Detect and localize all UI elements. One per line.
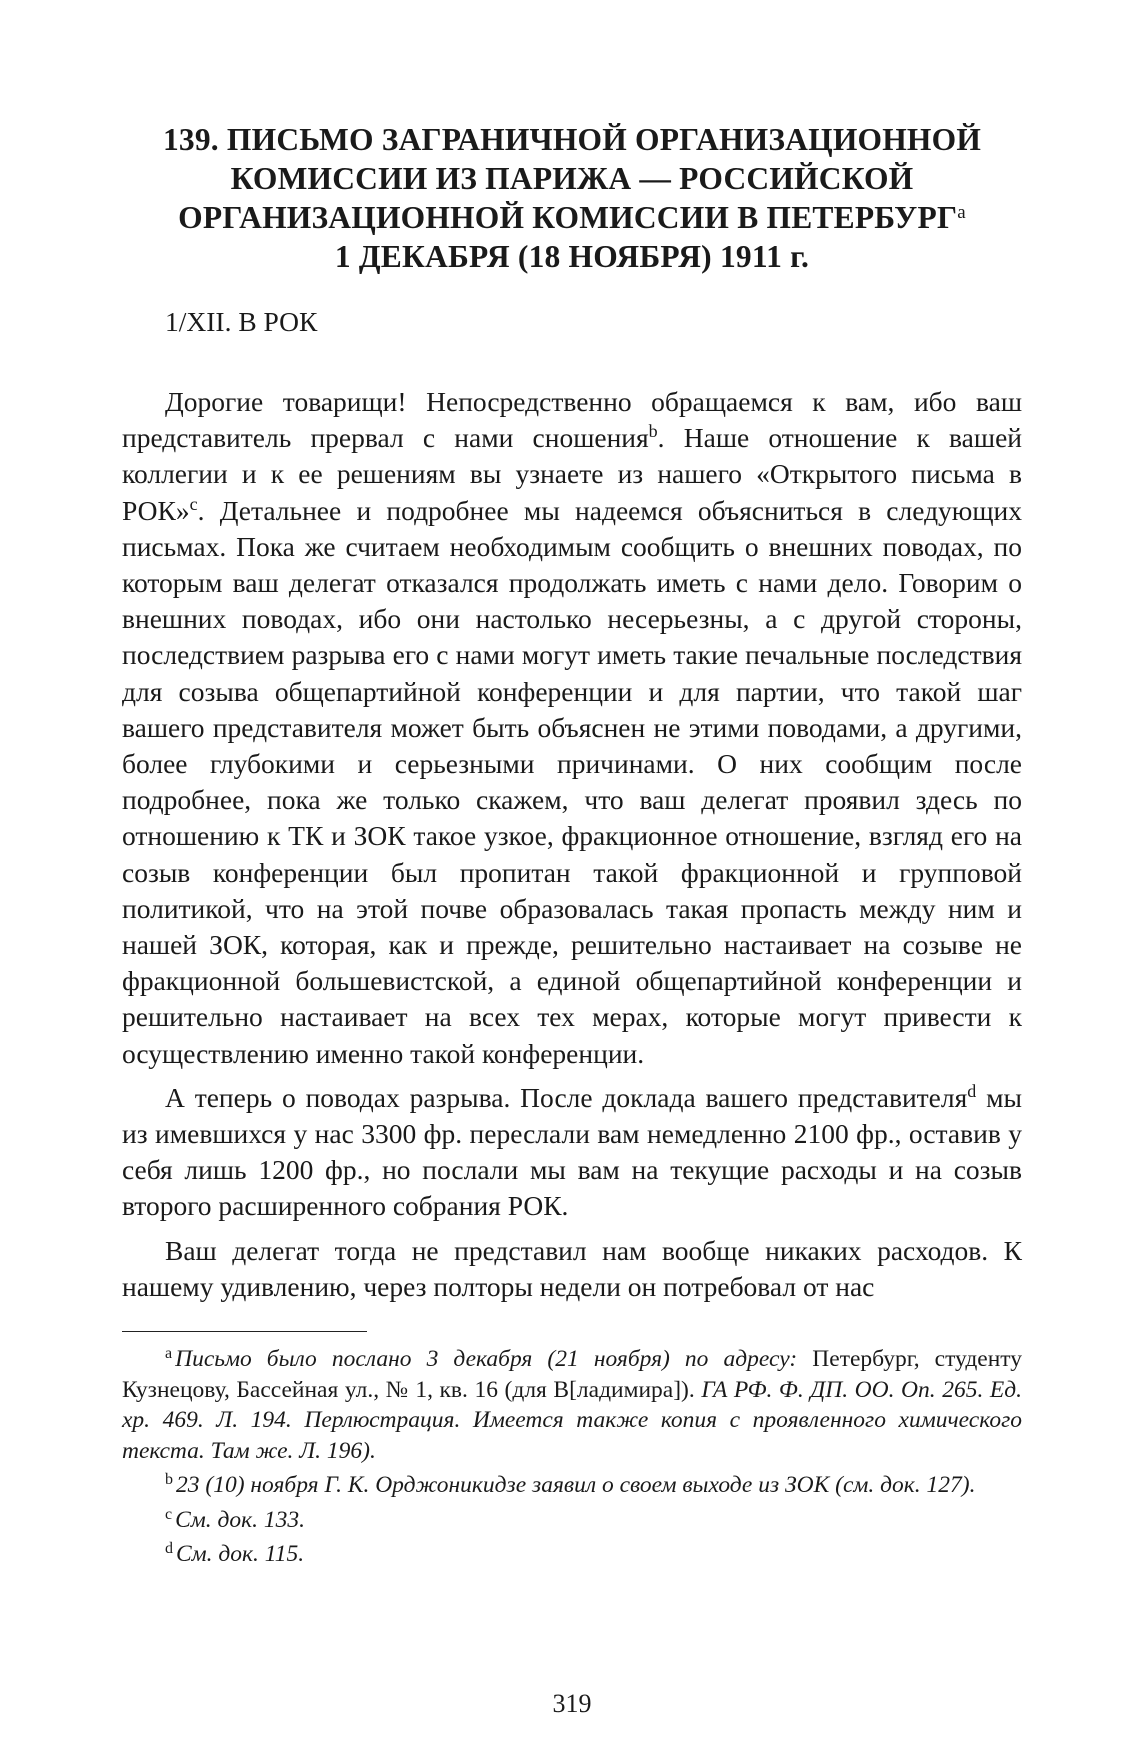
footnotes xyxy=(122,1344,1022,1570)
footnote-d xyxy=(122,1539,1022,1570)
paragraph-1-part-3: . Детальнее и подробнее мы надеемся объясниться в следующих письмах. Пока же считаем необходимым сообщить о внешних поводах, по которым ваш делегат отказался продолжать иметь с нами дело. Говорим о внешних поводах, ибо они настолько несерьезны, а с другой стороны, последствием разрыва его с нами могут иметь такие печальные последствия для созыва общепартийной конференции и для партии, что такой шаг вашего представителя может быть объяснен не этими поводами, а другими, более глубокими и серьезными причинами. О них сообщим после подробнее, пока же только скажем, что ваш делегат проявил здесь по отношению к ТК и ЗОК такое узкое, фракционное отношение, взгляд его на созыв конференции был пропитан такой фракционной и групповой политикой, что на этой почве образовалась такая пропасть между ним и нашей ЗОК, которая, как и прежде, решительно настаивает на созыве не фракционной большевистской, а единой общепартийной конференции и решительно настаивает на всех тех мерах, которые могут привести к осуществлению именно такой конференции. xyxy=(122,494,1022,1069)
footnote-a-italic-1: Письмо было послано 3 декабря (21 ноября) по адресу: xyxy=(175,1346,798,1373)
title-line-3 xyxy=(122,198,1022,237)
title-line-4: 1 ДЕКАБРЯ (18 НОЯБРЯ) 1911 г. xyxy=(334,239,810,274)
paragraph-2 xyxy=(122,1080,1022,1225)
footnote-c-text: См. док. 133. xyxy=(175,1506,306,1533)
footnote-c-mark: c xyxy=(165,1505,173,1523)
page-number: 319 xyxy=(552,1689,592,1718)
document-title xyxy=(122,120,1022,276)
title-line-2: КОМИССИИ ИЗ ПАРИЖА — РОССИЙСКОЙ xyxy=(230,161,914,196)
paragraph-1 xyxy=(122,384,1022,1072)
paragraph-1-part-1: Дорогие товарищи! Непосредственно обращаемся к вам, ибо ваш представитель прервал с нами сношения xyxy=(122,386,1022,454)
footnote-divider xyxy=(122,1331,367,1332)
letter-body xyxy=(122,384,1022,1305)
paragraph-1-part-2: . Наше отношение к вашей коллегии и к ее решениям вы узнаете из нашего «Открытого письма в РОК» xyxy=(122,422,1022,526)
footnote-a-italic-2: ГА РФ. Ф. ДП. ОО. Оп. 265. Ед. хр. 469. Л. 194. Перлюстрация. Имеется также копия с проявленного химического текста. Там же. Л. 196). xyxy=(122,1376,1022,1464)
footnote-b xyxy=(122,1470,1022,1501)
title-footnote-mark: a xyxy=(957,202,966,223)
title-line-1: 139. ПИСЬМО ЗАГРАНИЧНОЙ ОРГАНИЗАЦИОННОЙ xyxy=(162,122,982,157)
dateline: 1/XII. В РОК xyxy=(165,306,318,337)
footnote-b-mark: b xyxy=(165,1471,173,1489)
footnote-b-text: 23 (10) ноября Г. К. Орджоникидзе заявил о своем выходе из ЗОК (см. док. 127). xyxy=(176,1472,976,1499)
footnote-ref-c: c xyxy=(189,493,198,514)
footnote-d-text: См. док. 115. xyxy=(176,1541,305,1568)
footnote-a-mark: a xyxy=(165,1345,173,1363)
paragraph-3 xyxy=(122,1233,1022,1305)
footnote-d-mark: d xyxy=(165,1540,173,1558)
footnote-ref-b: b xyxy=(648,421,658,442)
footnote-a xyxy=(122,1344,1022,1466)
paragraph-2-part-2: мы из имевшихся у нас 3300 фр. переслали вам немедленно 2100 фр., оставив у себя лишь 1200 фр., но послали мы вам на текущие расходы и на созыв второго расширенного собрания РОК. xyxy=(122,1081,1022,1222)
footnote-a-plain: Петербург, студенту Кузнецову, Бассейная ул., № 1, кв. 16 (для В[ладимира]). xyxy=(122,1346,1022,1403)
title-line-3-text: ОРГАНИЗАЦИОННОЙ КОМИССИИ В ПЕТЕРБУРГ xyxy=(178,200,958,235)
footnote-c xyxy=(122,1505,1022,1536)
paragraph-3-part-1: Ваш делегат тогда не представил нам вообще никаких расходов. К нашему удивлению, через полторы недели он потребовал от нас xyxy=(122,1234,1022,1302)
document-page xyxy=(122,120,1022,1730)
paragraph-2-part-1: А теперь о поводах разрыва. После доклада вашего представителя xyxy=(165,1081,968,1113)
footnote-ref-d: d xyxy=(967,1080,977,1101)
